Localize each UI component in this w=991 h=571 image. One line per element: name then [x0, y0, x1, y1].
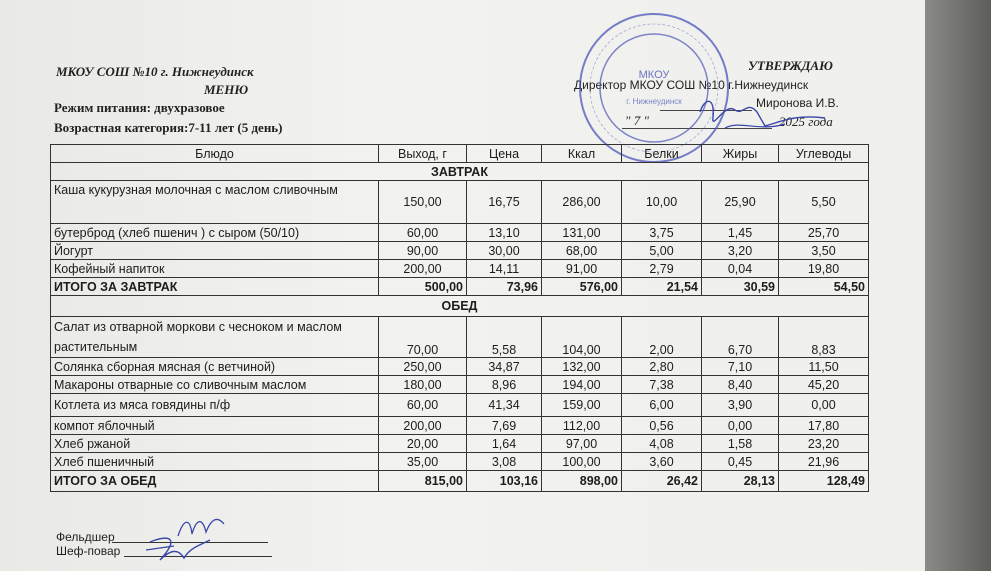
- col-dish: Блюдо: [51, 145, 379, 163]
- approval-day: " 7 ": [625, 113, 649, 128]
- meal-mode: Режим питания: двухразовое: [54, 100, 225, 115]
- chef-label: Шеф-повар: [56, 544, 121, 558]
- table-row: Йогурт 90,00 30,00 68,00 5,00 3,20 3,50: [51, 242, 869, 260]
- col-protein: Белки: [622, 145, 702, 163]
- school-name: МКОУ СОШ №10 г. Нижнеудинск: [56, 64, 254, 79]
- col-carbs: Углеводы: [779, 145, 869, 163]
- feldsher-label: Фельдшер: [56, 530, 115, 544]
- table-row: бутерброд (хлеб пшенич ) с сыром (50/10) 60,00 13,10 131,00 3,75 1,45 25,70: [51, 224, 869, 242]
- table-row: Хлеб ржаной 20,00 1,64 97,00 4,08 1,58 23,20: [51, 435, 869, 453]
- col-yield: Выход, г: [379, 145, 467, 163]
- director-line: Директор МКОУ СОШ №10 г.Нижнеудинск: [574, 78, 809, 92]
- director-name: Миронова И.В.: [756, 96, 839, 110]
- director-signature: [685, 92, 835, 142]
- background-edge: [925, 0, 991, 571]
- table-row: Макароны отварные со сливочным маслом 180,00 8,96 194,00 7,38 8,40 45,20: [51, 376, 869, 394]
- chef-signature: [140, 530, 220, 570]
- breakfast-section-title: ЗАВТРАК: [51, 163, 869, 181]
- breakfast-total-row: ИТОГО ЗА ЗАВТРАК 500,00 73,96 576,00 21,54 30,59 54,50: [51, 278, 869, 296]
- table-row: Салат из отварной моркови с чесноком и маслом растительным 70,00 5,58 104,00 2,00 6,70 8,83: [51, 317, 869, 358]
- lunch-section-title: ОБЕД: [51, 296, 869, 317]
- menu-table: [50, 144, 869, 492]
- approval-title: УТВЕРЖДАЮ: [748, 58, 833, 73]
- stamp-city-text: г. Нижнеудинск: [626, 97, 682, 106]
- approval-year: 2025 года: [779, 114, 833, 129]
- table-row: компот яблочный 200,00 7,69 112,00 0,56 0,00 17,80: [51, 417, 869, 435]
- col-price: Цена: [467, 145, 542, 163]
- table-row: Котлета из мяса говядины п/ф 60,00 41,34 159,00 6,00 3,90 0,00: [51, 394, 869, 417]
- col-fat: Жиры: [702, 145, 779, 163]
- stamp-center-text: МКОУ: [638, 69, 670, 81]
- table-row: Солянка сборная мясная (с ветчиной) 250,00 34,87 132,00 2,80 7,10 11,50: [51, 358, 869, 376]
- lunch-total-row: ИТОГО ЗА ОБЕД 815,00 103,16 898,00 26,42 28,13 128,49: [51, 471, 869, 492]
- age-category: Возрастная категория:7-11 лет (5 день): [54, 120, 283, 135]
- table-row: Каша кукурузная молочная с маслом сливочным 150,00 16,75 286,00 10,00 25,90 5,50: [51, 181, 869, 224]
- table-row: Хлеб пшеничный 35,00 3,08 100,00 3,60 0,45 21,96: [51, 453, 869, 471]
- table-header-row: [51, 145, 869, 163]
- menu-title: МЕНЮ: [204, 82, 249, 97]
- col-kcal: Ккал: [542, 145, 622, 163]
- table-row: Кофейный напиток 200,00 14,11 91,00 2,79 0,04 19,80: [51, 260, 869, 278]
